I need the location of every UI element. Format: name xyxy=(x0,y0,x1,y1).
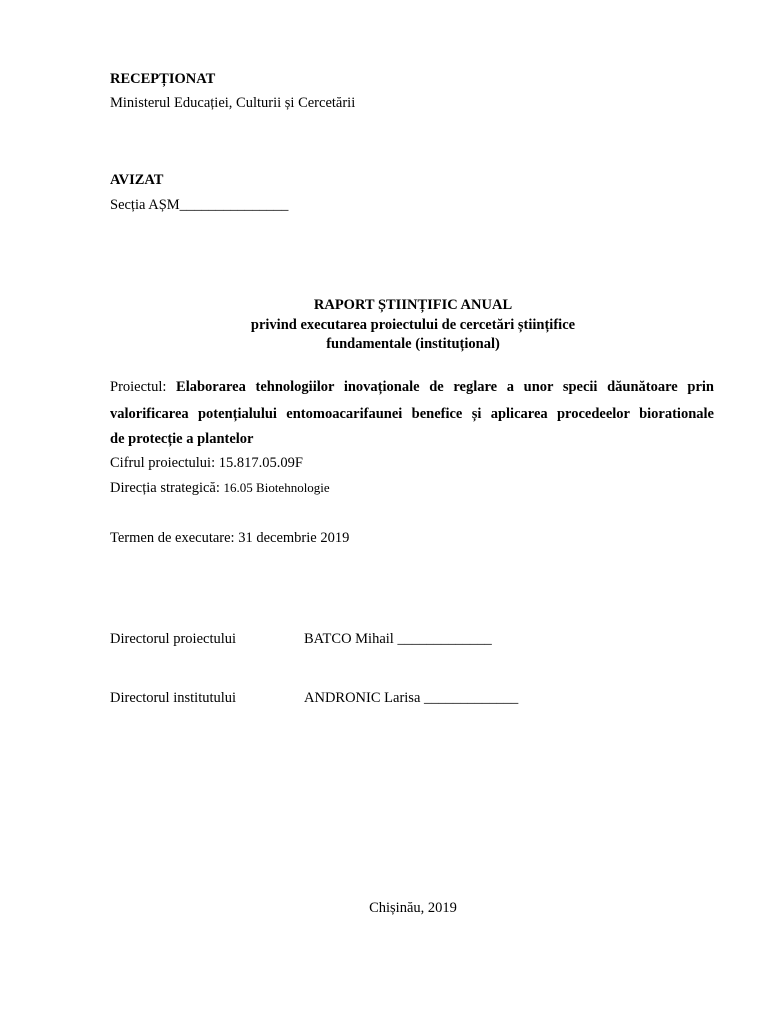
signature-role-institute: Directorul institutului xyxy=(110,690,237,706)
project-cipher-value: 15.817.05.09F xyxy=(218,455,303,471)
avizat-section: Secția AȘM_______________ xyxy=(110,197,289,213)
project-label: Proiectul: xyxy=(110,379,177,395)
project-title-part1: Elaborarea tehnologiilor inovaționale de reglare a unor specii dăunătoare prin xyxy=(176,379,714,395)
project-title-part2: valorificarea potențialului entomoacarifaunei benefice și aplicarea procedeelor biorationale xyxy=(110,406,714,422)
signature-name-institute: ANDRONIC Larisa _____________ xyxy=(304,690,519,706)
report-title-line2: privind executarea proiectului de cercetări științifice xyxy=(250,317,576,333)
report-title-line1: RAPORT ȘTIINȚIFIC ANUAL xyxy=(313,297,513,313)
receptionat-institution: Ministerul Educației, Culturii și Cercetării xyxy=(110,95,356,111)
project-cipher-label: Cifrul proiectului: xyxy=(110,455,219,471)
project-title-row1 xyxy=(110,378,714,396)
signature-name-project: BATCO Mihail _____________ xyxy=(304,631,492,647)
report-title-line3: fundamentale (instituțional) xyxy=(326,336,500,352)
receptionat-label: RECEPȚIONAT xyxy=(110,71,216,87)
project-title-part3: de protecție a plantelor xyxy=(110,431,254,447)
deadline: Termen de executare: 31 decembrie 2019 xyxy=(110,530,350,546)
avizat-label: AVIZAT xyxy=(110,172,164,188)
place-date-footer: Chișinău, 2019 xyxy=(369,900,457,916)
project-cipher xyxy=(110,454,303,472)
project-direction-value: 16.05 Biotehnologie xyxy=(223,480,330,495)
signature-role-project: Directorul proiectului xyxy=(110,631,237,647)
project-direction-label: Direcția strategică: xyxy=(110,480,224,496)
project-direction xyxy=(110,479,330,497)
